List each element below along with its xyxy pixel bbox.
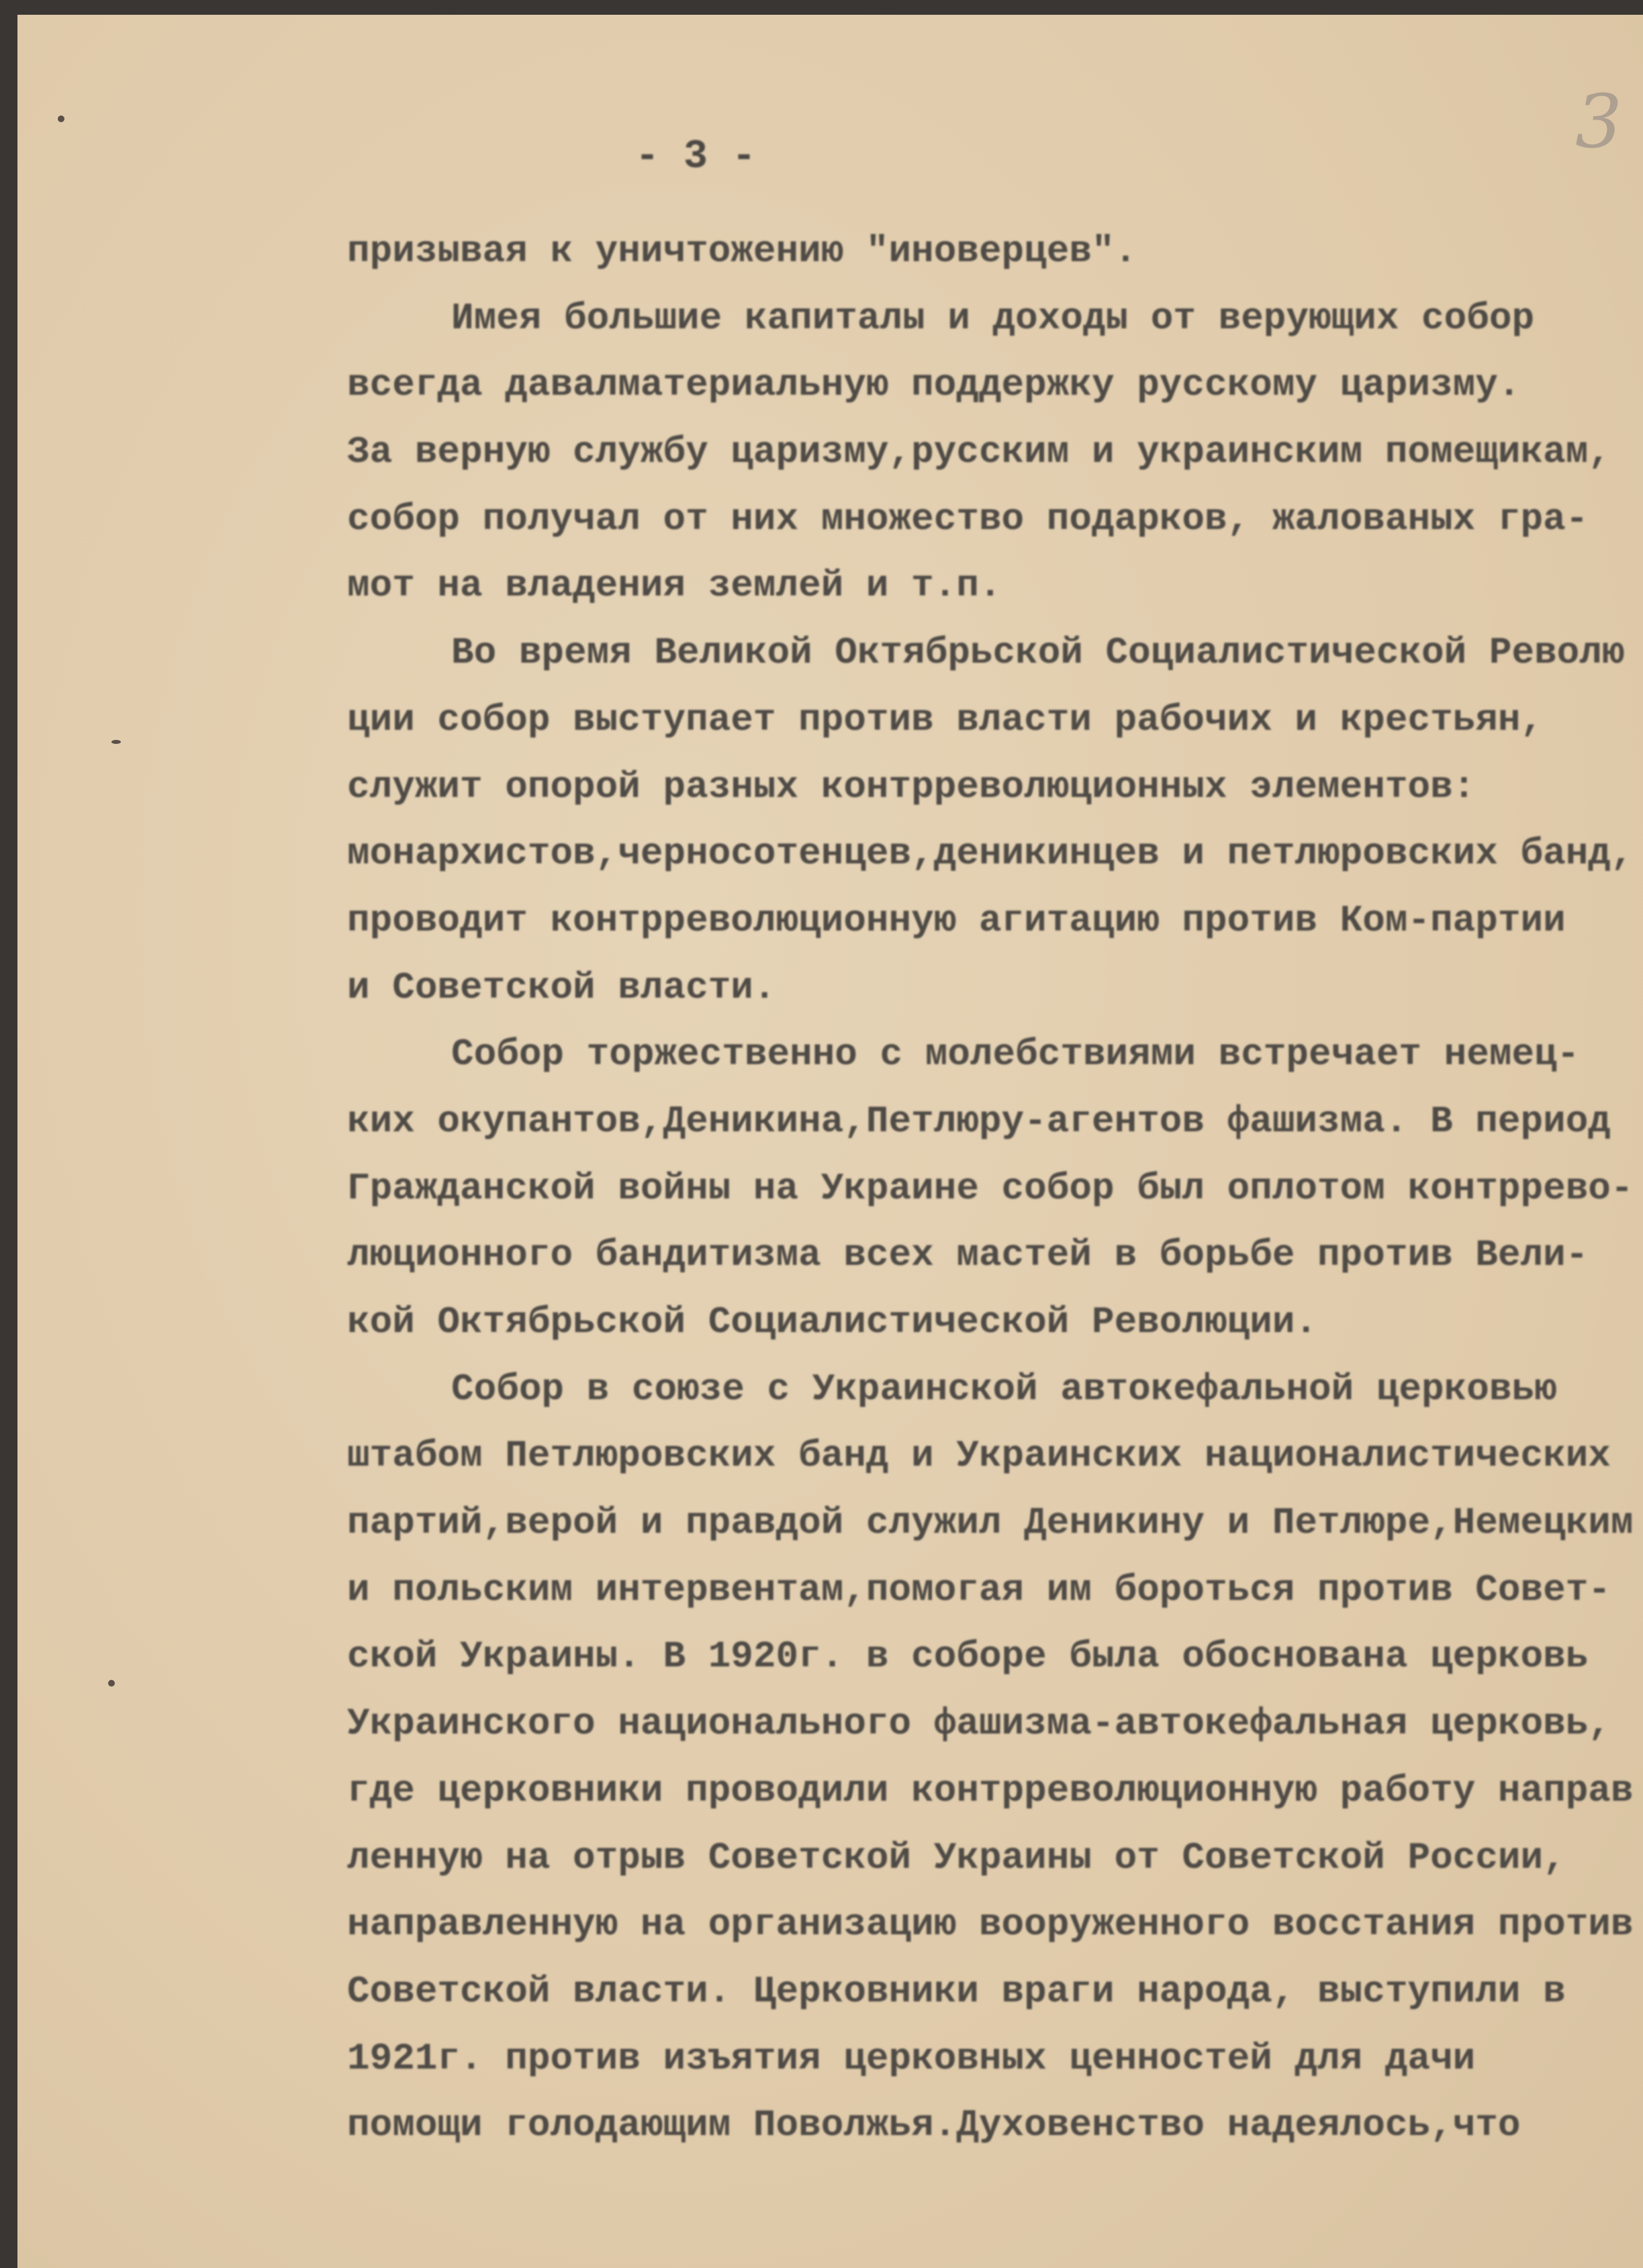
text-line: собор получал от них множество подарков, жалованых гра- [347,497,1589,540]
typewritten-text [347,230,1636,2171]
text-line: призывая к уничтожению "иноверцев". [347,230,1137,273]
text-line: 1921г. против изъятия церковных ценностей для дачи [347,2036,1476,2080]
text-line: Гражданской войны на Украине собор был оплотом контррево- [347,1166,1634,1210]
text-line: Во время Великой Октябрьской Социалистической Револю [451,631,1625,675]
text-line: мот на владения землей и т.п. [347,564,1002,608]
text-line: направленную на организацию вооруженного восстания против [347,1903,1634,1946]
text-line: где церковники проводили контрреволюционную работу направ [347,1768,1634,1812]
text-line: штабом Петлюровских банд и Украинских националистических [347,1434,1611,1478]
text-line: ской Украины. В 1920г. в соборе была обоснована церковь [347,1635,1589,1679]
text-line: Украинского национального фашизма-автокефальная церковь, [347,1702,1611,1746]
text-line: За верную службу царизму,русским и украинским помещикам, [347,430,1611,474]
text-line: партий,верой и правдой служил Деникину и Петлюре,Немецким [347,1501,1634,1545]
document-page [17,15,1643,2268]
text-line: и польским интервентам,помогая им бороться против Совет- [347,1568,1611,1611]
hole-punch-mark [58,115,64,122]
text-line: ких окупантов,Деникина,Петлюру-агентов фашизма. В период [347,1099,1611,1143]
hole-punch-mark [111,740,121,744]
text-line: Собор в союзе с Украинской автокефальной церковью [451,1367,1557,1411]
text-line: проводит контрреволюционную агитацию против Ком-партии [347,898,1566,942]
text-line: кой Октябрьской Социалистической Революции. [347,1301,1318,1343]
text-line: люционного бандитизма всех мастей в борьбе против Вели- [347,1233,1589,1277]
page-number: - 3 - [635,134,757,180]
text-line: и Советской власти. [347,965,776,1009]
hole-punch-mark [108,1680,115,1687]
text-line: служит опорой разных контрреволюционных элементов: [347,765,1476,808]
text-line: ленную на отрыв Советской Украины от Советской России, [347,1836,1566,1879]
text-line: помощи голодающим Поволжья.Духовенство надеялось,что [347,2104,1521,2147]
text-line: Советской власти. Церковники враги народа, выступили в [347,1969,1566,2013]
text-line: ции собор выступает против власти рабочих и крестьян, [347,698,1544,741]
text-line: всегда давалматериальную поддержку русскому царизму. [347,363,1521,407]
text-line: монархистов,черносотенцев,деникинцев и петлюровских банд, [347,832,1634,876]
text-line: Собор торжественно с молебствиями встречает немец- [451,1033,1580,1076]
handwritten-page-number: 3 [1575,79,1622,164]
text-line: Имея большие капиталы и доходы от верующих собор [451,296,1535,340]
